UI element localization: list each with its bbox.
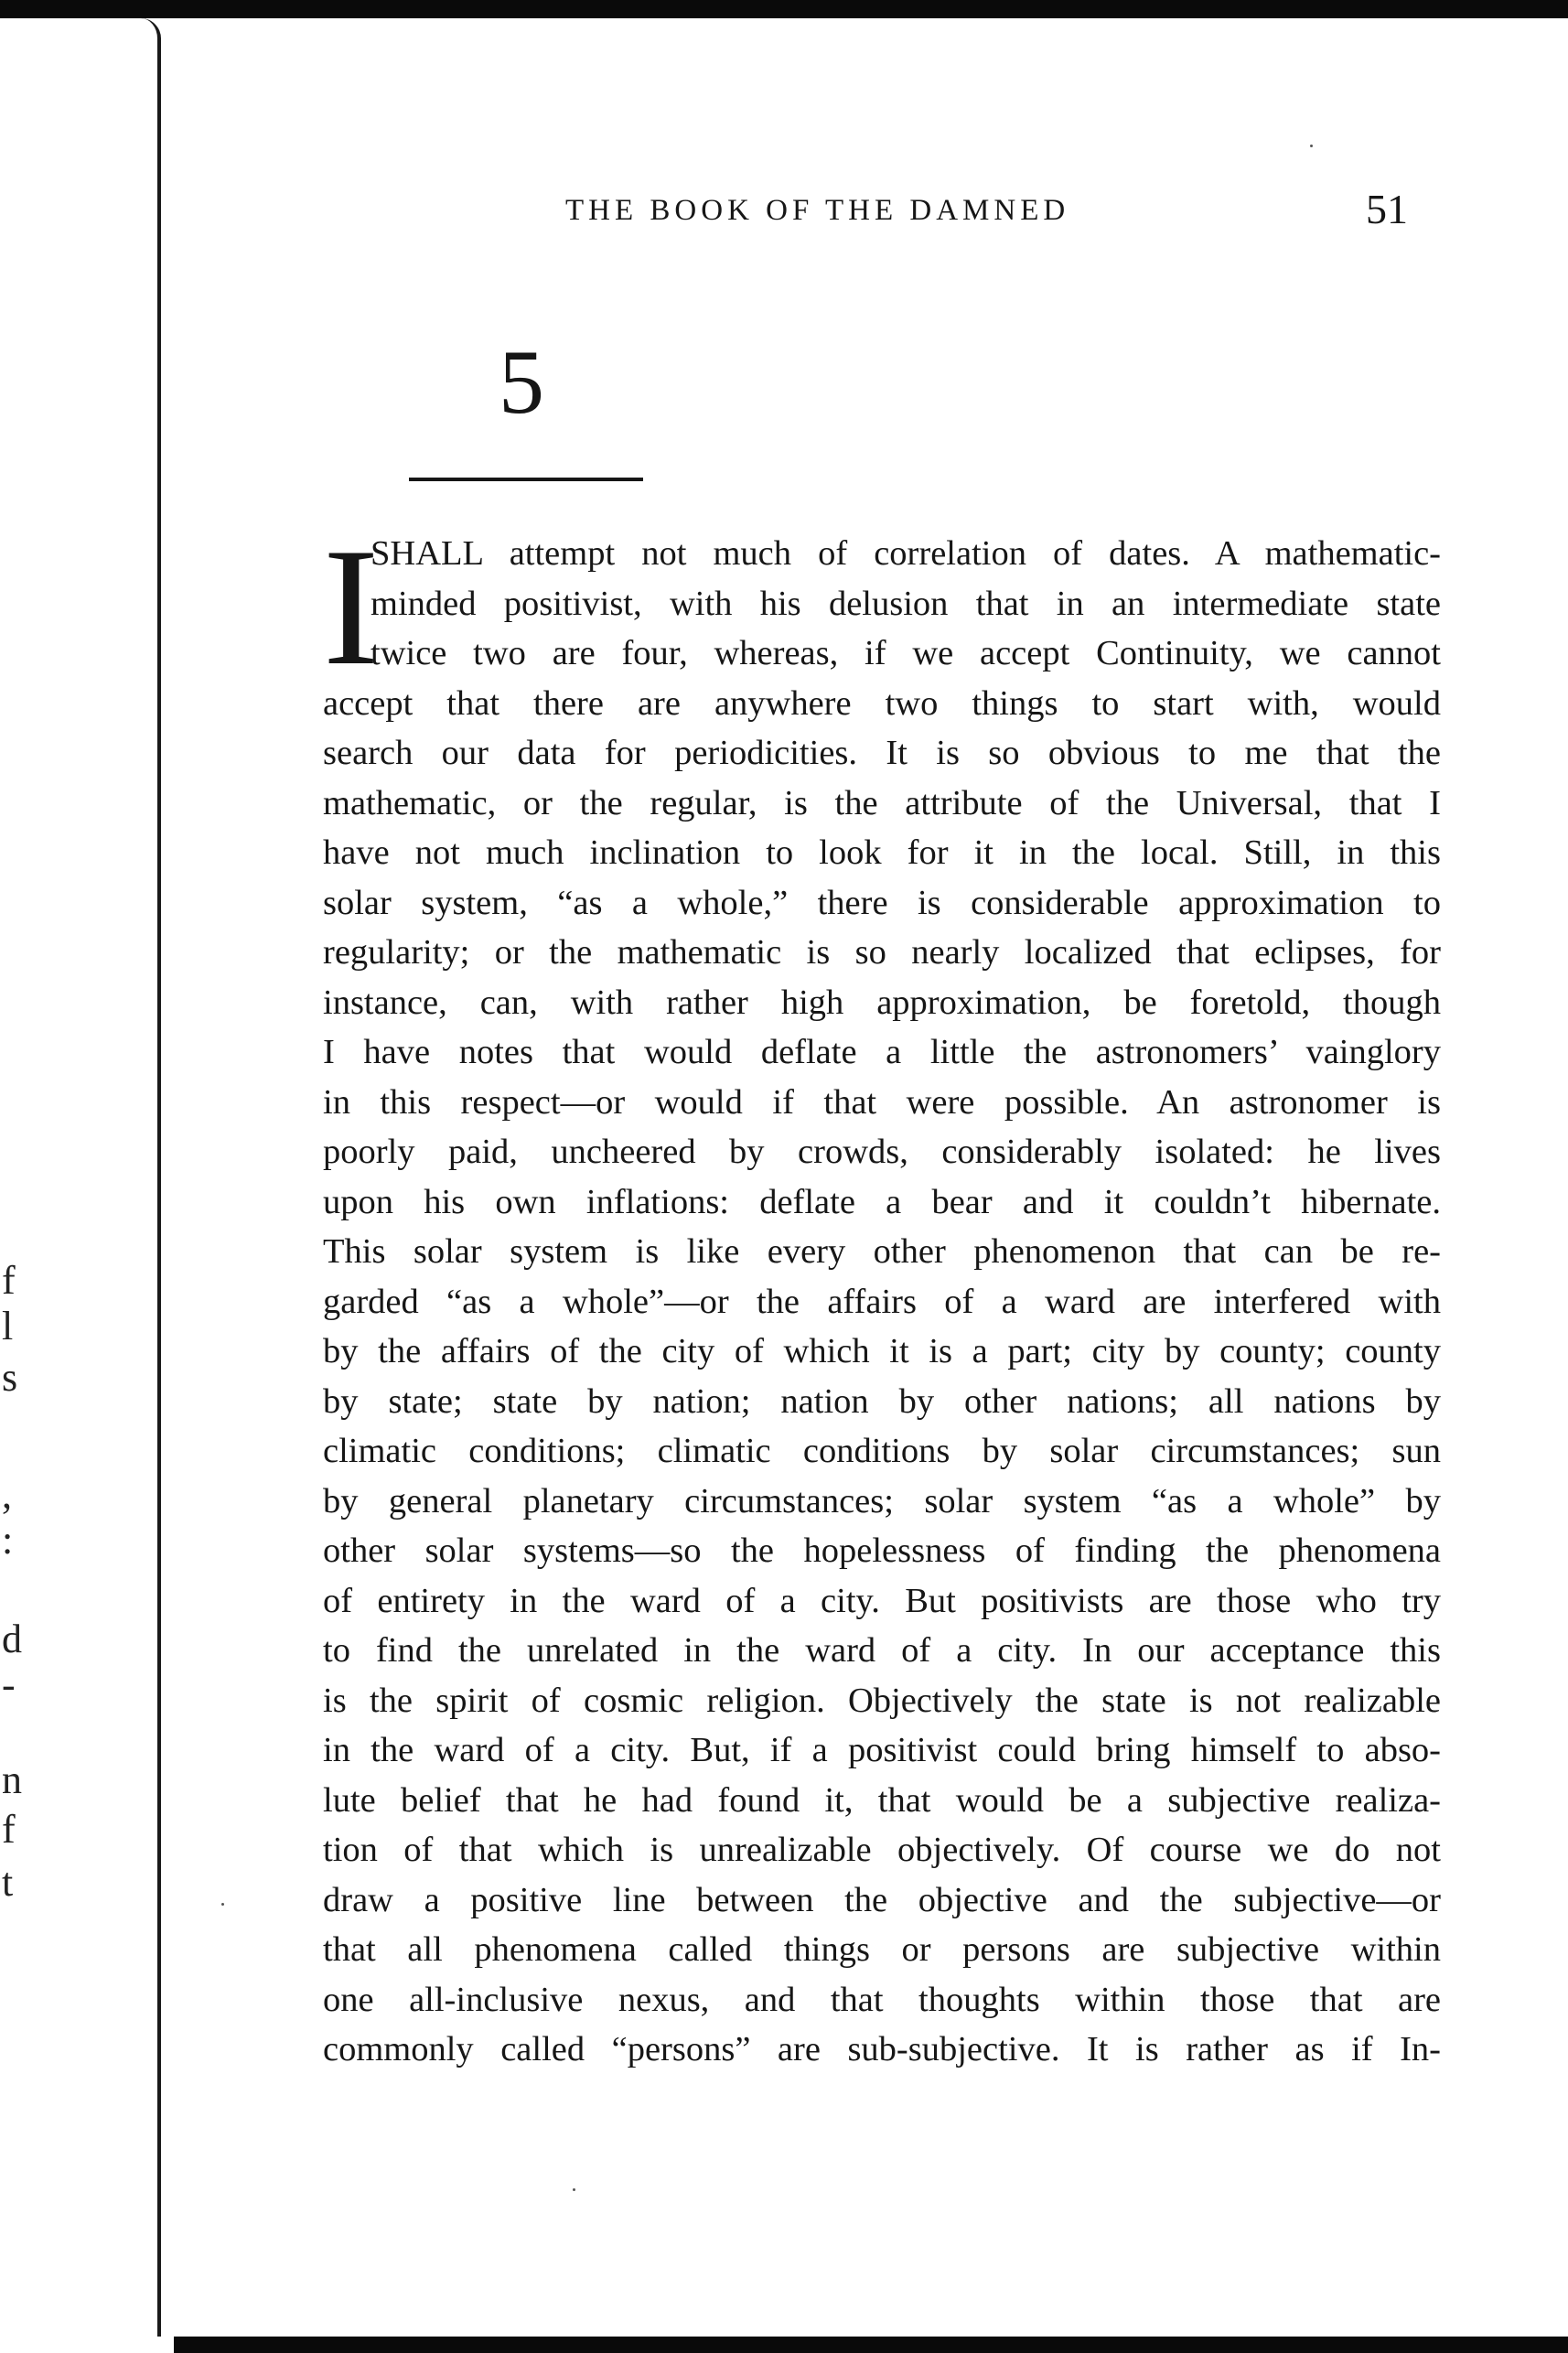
drop-cap: I [323, 513, 380, 700]
text-line: commonly called “persons” are sub-subjective. It is rather as if In- [323, 2030, 1441, 2068]
scan-speck [573, 2188, 575, 2191]
text-line: regularity; or the mathematic is so nearly localized that eclipses, for [323, 933, 1441, 972]
text-line: upon his own inflations: deflate a bear and it couldn’t hibernate. [323, 1182, 1441, 1221]
text-line: climatic conditions; climatic conditions by solar circumstances; sun [323, 1432, 1441, 1470]
scan-bottom-border [174, 2337, 1568, 2353]
text-line: garded “as a whole”—or the affairs of a ward are interfered with [323, 1282, 1441, 1321]
scan-speck [1310, 145, 1313, 147]
text-line: one all-inclusive nexus, and that thoughts within those that are [323, 1980, 1441, 2019]
text-line: of entirety in the ward of a city. But positivists are those who try [323, 1581, 1441, 1620]
text-line: lute belief that he had found it, that would be a subjective realiza- [323, 1780, 1441, 1820]
text-line: draw a positive line between the objective and the subjective—or [323, 1880, 1441, 1919]
bleed-mark: f [2, 1258, 16, 1303]
bleed-mark: n [2, 1757, 22, 1802]
scan-speck [221, 1903, 224, 1906]
text-line: have not much inclination to look for it in the local. Still, in this [323, 833, 1441, 872]
bleed-mark: d [2, 1617, 22, 1661]
bleed-mark: , [2, 1472, 12, 1517]
text-line: in the ward of a city. But, if a positivist could bring himself to abso- [323, 1731, 1441, 1769]
text-line: instance, can, with rather high approximation, be foretold, though [323, 983, 1441, 1022]
bleed-mark: s [2, 1355, 18, 1400]
bleed-mark: - [2, 1662, 16, 1707]
body-text [323, 513, 1441, 2075]
text-line: by the affairs of the city of which it is a part; city by county; county [323, 1332, 1441, 1370]
text-line: by general planetary circumstances; solar system “as a whole” by [323, 1481, 1441, 1520]
text-line: is the spirit of cosmic religion. Objectively the state is not realizable [323, 1681, 1441, 1720]
chapter-rule [409, 478, 643, 481]
text-line: accept that there are anywhere two things to start with, would [323, 683, 1441, 723]
text-line: by state; state by nation; nation by other nations; all nations by [323, 1381, 1441, 1421]
bleed-mark: : [2, 1518, 14, 1563]
bleed-mark: t [2, 1860, 14, 1905]
text-line: This solar system is like every other phenomenon that can be re- [323, 1232, 1441, 1271]
chapter-number: 5 [499, 331, 544, 433]
text-line: to find the unrelated in the ward of a city. In our acceptance this [323, 1631, 1441, 1670]
scan-top-border [0, 0, 1568, 18]
facing-page-bleed [0, 0, 27, 2353]
text-line: in this respect—or would if that were possible. An astronomer is [323, 1082, 1441, 1122]
page-number: 51 [1366, 186, 1408, 232]
text-line: I have notes that would deflate a little the astronomers’ vainglory [323, 1033, 1441, 1071]
bleed-mark: l [2, 1304, 14, 1348]
bleed-mark: f [2, 1807, 16, 1852]
text-line: mathematic, or the regular, is the attribute of the Universal, that I [323, 783, 1441, 822]
text-line: search our data for periodicities. It is so obvious to me that the [323, 734, 1441, 772]
text-line: twice two are four, whereas, if we accept Continuity, we cannot [371, 634, 1441, 672]
text-line: solar system, “as a whole,” there is considerable approximation to [323, 883, 1441, 922]
text-line: that all phenomena called things or persons are subjective within [323, 1930, 1441, 1969]
running-head: THE BOOK OF THE DAMNED [565, 194, 1070, 227]
text-line: SHALL attempt not much of correlation of dates. A mathematic- [371, 534, 1441, 573]
text-line: minded positivist, with his delusion that in an intermediate state [371, 584, 1441, 623]
text-line: poorly paid, uncheered by crowds, considerably isolated: he lives [323, 1133, 1441, 1171]
text-line: other solar systems—so the hopelessness of finding the phenomena [323, 1531, 1441, 1570]
text-line: tion of that which is unrealizable objectively. Of course we do not [323, 1831, 1441, 1869]
